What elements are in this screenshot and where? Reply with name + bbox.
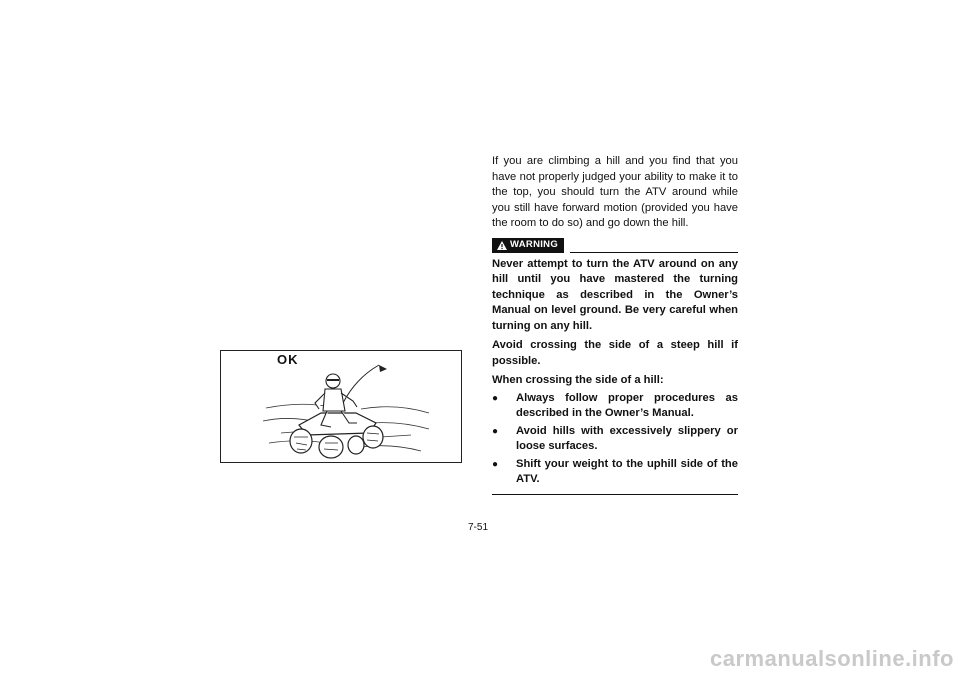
illustration-figure	[220, 350, 462, 463]
warning-header	[492, 238, 738, 253]
page-number: 7-51	[468, 522, 489, 533]
main-text-column	[492, 154, 738, 495]
bullet-dot-icon: ●	[492, 425, 499, 437]
list-item	[492, 457, 738, 488]
avoid-paragraph: Avoid crossing the side of a steep hill if possible.	[492, 339, 738, 367]
warning-triangle-icon	[497, 241, 507, 250]
bullet-dot-icon: ●	[492, 458, 499, 470]
bullet-text: Avoid hills with excessively slippery or loose surfaces.	[516, 424, 738, 452]
list-item	[492, 424, 738, 455]
warning-text: Never attempt to turn the ATV around on any hill until you have mastered the turning technique as described in the Owner’s Manual on level ground. Be very careful when turning on any hill.	[492, 257, 738, 332]
bullet-text: Always follow proper procedures as described in the Owner’s Manual.	[516, 391, 738, 419]
warning-badge	[492, 238, 564, 253]
atv-rider-illustration	[261, 363, 431, 461]
bullet-dot-icon: ●	[492, 392, 499, 404]
warning-label: WARNING	[510, 239, 559, 251]
bullet-text: Shift your weight to the uphill side of the ATV.	[516, 457, 738, 485]
list-item	[492, 391, 738, 422]
warning-divider	[570, 252, 738, 253]
warning-end-divider	[492, 494, 738, 495]
watermark-link[interactable]: carmanualsonline.info	[710, 646, 954, 671]
crossing-heading: When crossing the side of a hill:	[492, 374, 664, 386]
crossing-bullet-list	[492, 391, 738, 488]
figure-label: OK	[277, 352, 299, 367]
intro-paragraph: If you are climbing a hill and you find that you have not properly judged your ability to make it to the top, you should turn the ATV around while you still have forward motion (provided you have the room to do so) and go down the hill.	[492, 155, 738, 229]
